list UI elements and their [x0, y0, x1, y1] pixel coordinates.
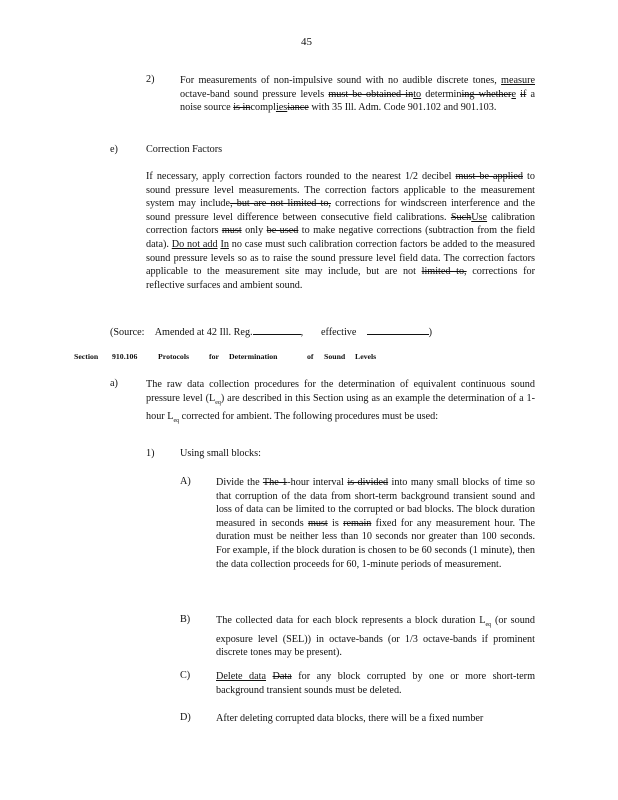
register-blank — [253, 325, 301, 335]
item-C-label: C) — [180, 670, 191, 681]
page-number: 45 — [301, 36, 312, 48]
item-1-text: Using small blocks: — [180, 448, 261, 459]
item-D-label: D) — [180, 712, 191, 723]
item-D-paragraph: After deleting corrupted data blocks, there will be a fixed number — [216, 713, 484, 724]
item-e-title: Correction Factors — [146, 144, 223, 155]
effective-date-blank — [367, 325, 429, 335]
item-A-label: A) — [180, 476, 191, 487]
item-B-label: B) — [180, 614, 191, 625]
source-note: (Source: Amended at 42 Ill. Reg. , effective ) — [110, 327, 433, 338]
item-e-paragraph: If necessary, apply correction factors rounded to the nearest 1/2 decibel must be applied to sound pressure level measurements. The correction factors applicable to the measurement system may include, but are not limited to, corrections for windscreen interference and the sound pressure level difference between consecutive field calibrations. SuchUse calibration correction factors must only be used to make negative corrections (subtraction from the field data). Do not add In no case must such calibration correction factors be added to the measured sound pressure levels so as to raise the sound pressure level field data. The correction factors applicable to the measurement site may include, but are not limited to, corrections for reflective surfaces and ambient sound. — [146, 171, 536, 291]
item-a-paragraph: The raw data collection procedures for the determination of equivalent continuous sound pressure level $(L_{eq})$ are described in this Section using as an example the determination of a 1-hour $L_{eq}$ corrected for ambient. The following procedures must be used: — [146, 379, 535, 425]
item-A-paragraph: Divide the The 1-hour interval is divided into many small blocks of time so that corruption of the data from short-term background transient sound and loss of data can be limited to the corrupted or bad blocks. The block duration measured in seconds must is remain fixed for any measurement hour. The duration must be neither less than 10 seconds nor greater than 100 seconds. For example, if the block duration is chosen to be 60 seconds (1 minute), then the data collection proceeds for 60, 1-minute periods of measurement. — [216, 477, 535, 570]
item-1-label: 1) — [146, 448, 155, 459]
item-B-paragraph: The collected data for each block represents a block duration $L_{eq}$ (or sound exposure level (SEL)) in octave-bands (or 1/3 octave-bands if prominent discrete tones may be present). — [216, 615, 535, 659]
item-C-paragraph: Delete data Data for any block corrupted by one or more short-term background transient sounds must be deleted. — [216, 671, 536, 696]
item-a-label: a) — [110, 378, 118, 389]
item-2-label: 2) — [146, 74, 155, 85]
item-2-paragraph: For measurements of non-impulsive sound with no audible discrete tones, measure octave-band sound pressure levels must be obtained into determining whethere if a noise source is incompliesiance with 35 Ill. Adm. Code 901.102 and 901.103. — [180, 75, 535, 114]
section-heading: Section 910.106 Protocols for Determination of Sound Levels — [74, 352, 377, 361]
item-e-label: e) — [110, 144, 118, 155]
